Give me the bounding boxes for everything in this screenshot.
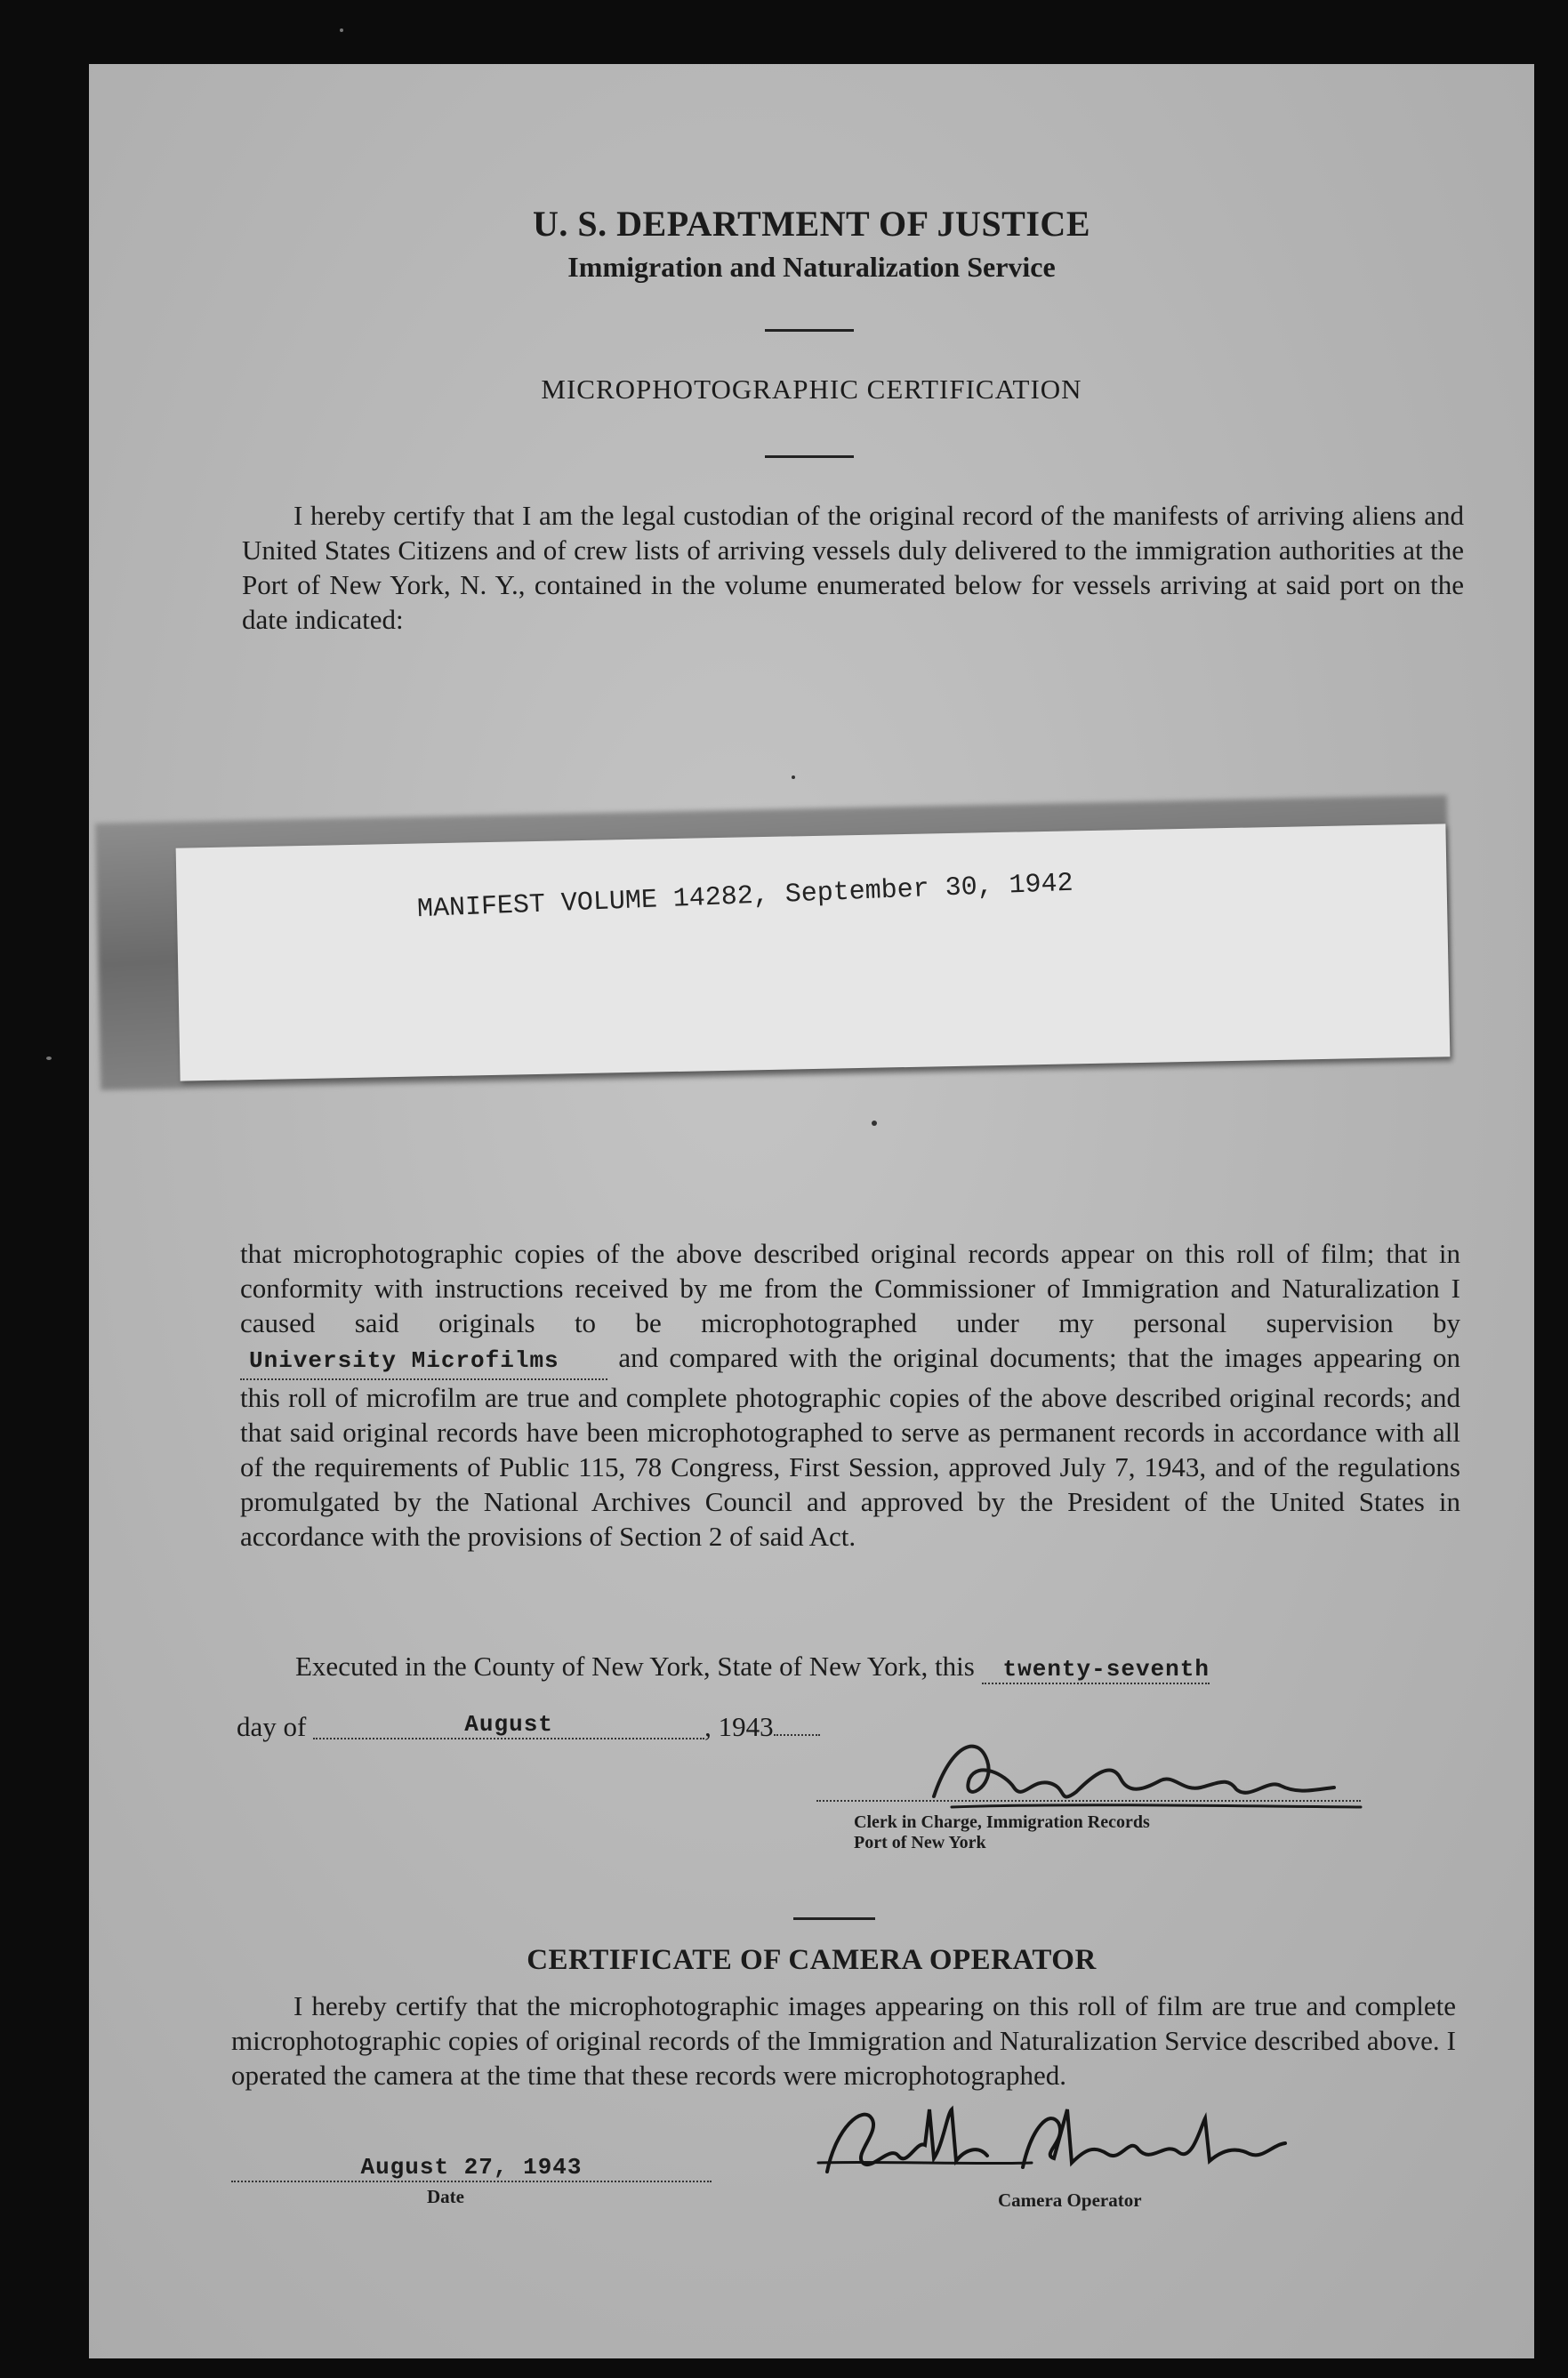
execution-prefix: Executed in the County of New York, State of New York, this (295, 1651, 975, 1682)
date-label: Date (427, 2186, 464, 2207)
month-field (313, 1706, 704, 1739)
year-text: , 1943 (704, 1711, 774, 1742)
camera-certificate-text: I hereby certify that the microphotographic images appearing on this roll of film are true and complete microphotographic copies of original records of the Immigration and Naturalization Service described above. I operated the camera at the time that these records were microphotographed. (231, 1990, 1456, 2091)
certification-text-1: that microphotographic copies of the above described original records appear on this roll of film; that in conformity with instructions received by me from the Commissioner of Immigration and Naturalization I caused said originals to be microphotographed under my personal supervision by (240, 1238, 1460, 1338)
date-typed: August 27, 1943 (360, 2154, 583, 2181)
day-of-label: day of (237, 1711, 307, 1742)
supervisor-typed: University Microfilms (249, 1347, 559, 1374)
divider-bottom (793, 1917, 875, 1920)
clerk-signature (916, 1725, 1379, 1823)
camera-operator-label: Camera Operator (998, 2189, 1142, 2211)
month-typed: August (464, 1711, 553, 1738)
department-title: U. S. DEPARTMENT OF JUSTICE (533, 204, 1090, 244)
day-field (982, 1651, 1210, 1684)
supervisor-field (240, 1340, 607, 1380)
manifest-slip (176, 823, 1451, 1081)
month-line (237, 1711, 820, 1745)
custodian-text: I hereby certify that I am the legal custodian of the original record of the manifests of arriving aliens and United States Citizens and of crew lists of arriving vessels duly delivered to the immigration authorities at the Port of New York, N. Y., contained in the volume enumerated below for vessels arriving at said port on the date indicated: (242, 500, 1464, 635)
film-speck (340, 28, 343, 32)
clerk-signature-line (816, 1800, 1361, 1802)
camera-certificate-paragraph (231, 1988, 1456, 2093)
certificate-page (89, 64, 1534, 2358)
clerk-title (854, 1812, 1150, 1853)
day-typed: twenty-seventh (1002, 1656, 1210, 1683)
film-speck (792, 775, 795, 779)
execution-line (295, 1651, 1210, 1684)
clerk-title-line2: Port of New York (854, 1833, 986, 1852)
camera-operator-signature (800, 2092, 1299, 2189)
certification-text-2: and compared with the original documents; that the images appearing on this roll of microfilm are true and complete photographic copies of the above described original records; and that said original records have been microphotographed to serve as permanent records in accordance with all of the requirements of Public 115, 78 Congress, First Session, approved July 7, 1943, and of the regulations promulgated by the National Archives Council and approved by the President of the United States in accordance with the provisions of Section 2 of said Act. (240, 1342, 1460, 1552)
clerk-title-line1: Clerk in Charge, Immigration Records (854, 1812, 1150, 1832)
film-speck (46, 1056, 52, 1060)
film-speck (872, 1121, 877, 1126)
section-title: MICROPHOTOGRAPHIC CERTIFICATION (541, 374, 1082, 405)
camera-certificate-title: CERTIFICATE OF CAMERA OPERATOR (527, 1944, 1097, 1976)
year-dots (774, 1734, 820, 1736)
service-subtitle: Immigration and Naturalization Service (567, 251, 1056, 283)
divider-middle (765, 455, 854, 458)
divider-top (765, 329, 854, 332)
certification-paragraph (240, 1236, 1460, 1554)
date-field (231, 2154, 712, 2182)
manifest-slip-text: MANIFEST VOLUME 14282, September 30, 1942 (416, 868, 1074, 926)
custodian-paragraph (242, 498, 1464, 637)
